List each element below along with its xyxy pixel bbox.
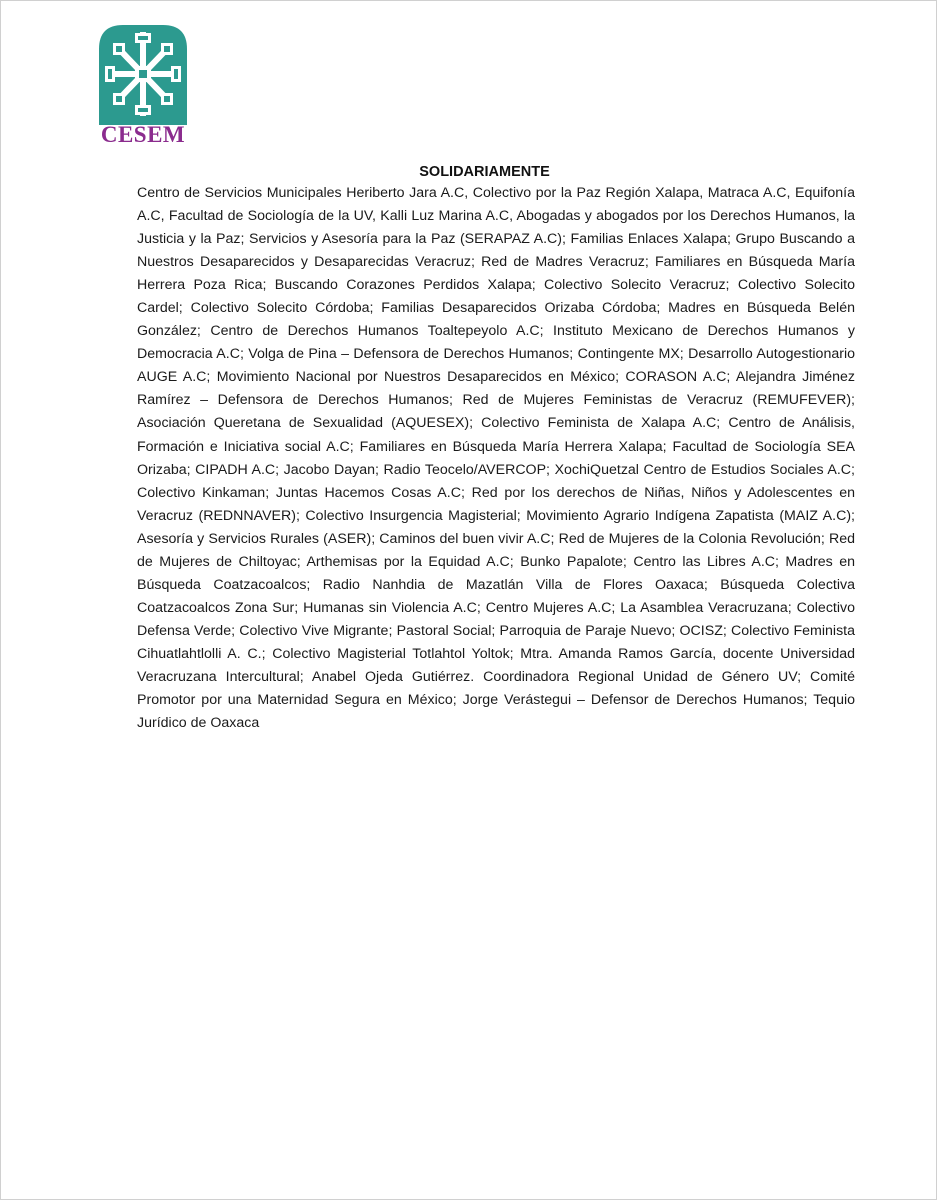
cesem-logo <box>97 23 189 149</box>
logo-wordmark: CESEM <box>100 122 186 147</box>
signatories-paragraph: Centro de Servicios Municipales Heriberto Jara A.C, Colectivo por la Paz Región Xalapa, Matraca A.C, Equifonía A.C, Facultad de Sociología de la UV, Kalli Luz Marina A.C, Abogadas y abogados por los Derechos Humanos, la Justicia y la Paz; Servicios y Asesoría para la Paz (SERAPAZ A.C); Familias Enlaces Xalapa; Grupo Buscando a Nuestros Desaparecidos y Desaparecidas Veracruz; Red de Madres Veracruz; Familiares en Búsqueda María Herrera Poza Rica; Buscando Corazones Perdidos Xalapa; Colectivo Solecito Veracruz; Colectivo Solecito Cardel; Colectivo Solecito Córdoba; Familias Desaparecidos Orizaba Córdoba; Madres en Búsqueda Belén González; Centro de Derechos Humanos Toaltepeyolo A.C; Instituto Mexicano de Derechos Humanos y Democracia A.C; Volga de Pina – Defensora de Derechos Humanos; Contingente MX; Desarrollo Autogestionario AUGE A.C; Movimiento Nacional por Nuestros Desaparecidos en México; CORASON A.C; Alejandra Jiménez Ramírez – Defensora de Derechos Humanos; Red de Mujeres Feministas de Veracruz (REMUFEVER); Asociación Queretana de Sexualidad (AQUESEX); Colectivo Feminista de Xalapa A.C; Centro de Análisis, Formación e Iniciativa social A.C; Familiares en Búsqueda María Herrera Xalapa; Facultad de Sociología SEA Orizaba; CIPADH A.C; Jacobo Dayan; Radio Teocelo/AVERCOP; XochiQuetzal Centro de Estudios Sociales A.C; Colectivo Kinkaman; Juntas Hacemos Cosas A.C; Red por los derechos de Niñas, Niños y Adolescentes en Veracruz (REDNNAVER); Colectivo Insurgencia Magisterial; Movimiento Agrario Indígena Zapatista (MAIZ A.C); Asesoría y Servicios Rurales (ASER); Caminos del buen vivir A.C; Red de Mujeres de la Colonia Revolución; Red de Mujeres de Chiltoyac; Arthemisas por la Equidad A.C; Bunko Papalote; Centro las Libres A.C; Madres en Búsqueda Coatzacoalcos; Radio Nanhdia de Mazatlán Villa de Flores Oaxaca; Búsqueda Colectiva Coatzacoalcos Zona Sur; Humanas sin Violencia A.C; Centro Mujeres A.C; La Asamblea Veracruzana; Colectivo Defensa Verde; Colectivo Vive Migrante; Pastoral Social; Parroquia de Paraje Nuevo; OCISZ; Colectivo Feminista Cihuatlahtlolli A. C.; Colectivo Magisterial Totlahtol Yoltok; Mtra. Amanda Ramos García, docente Universidad Veracruzana Intercultural; Anabel Ojeda Gutiérrez. Coordinadora Regional Unidad de Género UV; Comité Promotor por una Maternidad Segura en México; Jorge Verástegui – Defensor de Derechos Humanos; Tequio Jurídico de Oaxaca <box>137 185 855 732</box>
cesem-emblem-icon <box>97 23 189 125</box>
document-heading: SOLIDARIAMENTE <box>419 164 550 180</box>
